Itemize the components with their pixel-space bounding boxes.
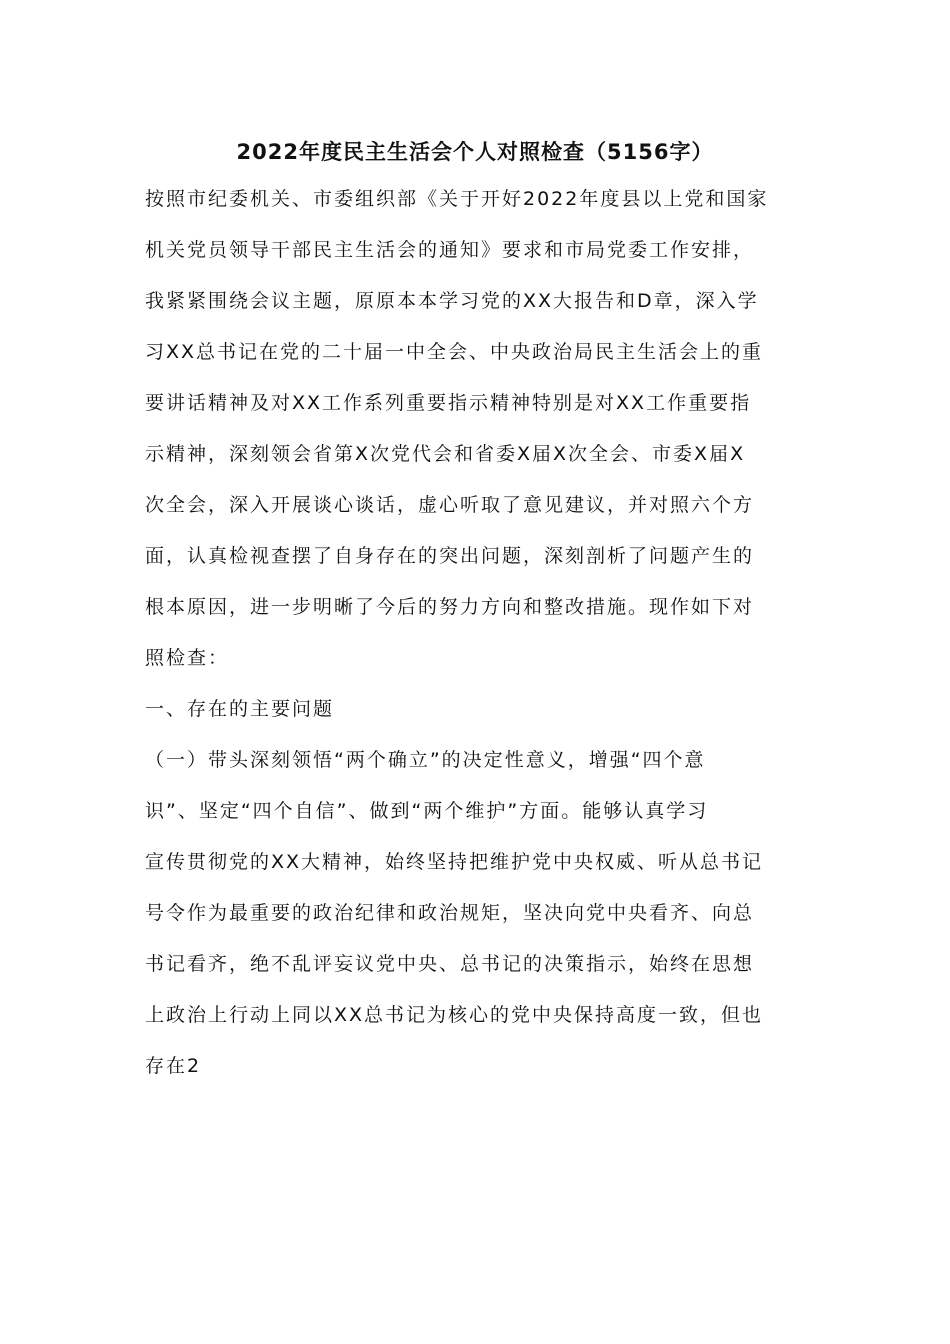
paragraph-line: 照检查： bbox=[145, 647, 230, 669]
paragraph-line: 宣传贯彻党的XX大精神，始终坚持把维护党中央权威、听从总书记 bbox=[145, 851, 764, 873]
document-title: 2022年度民主生活会个人对照检查（5156字） bbox=[236, 140, 714, 164]
paragraph-line: 号令作为最重要的政治纪律和政治规矩，坚决向党中央看齐、向总 bbox=[145, 902, 755, 924]
paragraph-line: 示精神，深刻领会省第X次党代会和省委X届X次全会、市委X届X bbox=[145, 443, 746, 465]
paragraph-line: 机关党员领导干部民主生活会的通知》要求和市局党委工作安排， bbox=[145, 239, 755, 261]
paragraph-line: 我紧紧围绕会议主题，原原本本学习党的XX大报告和D章，深入学 bbox=[145, 290, 759, 312]
paragraph-line: 习XX总书记在党的二十届一中全会、中央政治局民主生活会上的重 bbox=[145, 341, 764, 363]
paragraph-line: 识”、坚定“四个自信”、做到“两个维护”方面。能够认真学习 bbox=[145, 800, 709, 822]
paragraph-line: 按照市纪委机关、市委组织部《关于开好2022年度县以上党和国家 bbox=[145, 188, 769, 210]
section-heading: 一、存在的主要问题 bbox=[145, 698, 335, 720]
paragraph-line: 书记看齐，绝不乱评妄议党中央、总书记的决策指示，始终在思想 bbox=[145, 953, 755, 975]
paragraph-line: （一）带头深刻领悟“两个确立”的决定性意义，增强“四个意 bbox=[145, 749, 706, 771]
paragraph-line: 根本原因，进一步明晰了今后的努力方向和整改措施。现作如下对 bbox=[145, 596, 755, 618]
paragraph-line: 上政治上行动上同以XX总书记为核心的党中央保持高度一致，但也 bbox=[145, 1004, 764, 1026]
paragraph-line: 要讲话精神及对XX工作系列重要指示精神特别是对XX工作重要指 bbox=[145, 392, 752, 414]
document-body bbox=[145, 179, 815, 1097]
paragraph-line: 次全会，深入开展谈心谈话，虚心听取了意见建议，并对照六个方 bbox=[145, 494, 755, 516]
paragraph-line: 存在2 bbox=[145, 1055, 202, 1077]
paragraph-line: 面，认真检视查摆了自身存在的突出问题，深刻剖析了问题产生的 bbox=[145, 545, 755, 567]
